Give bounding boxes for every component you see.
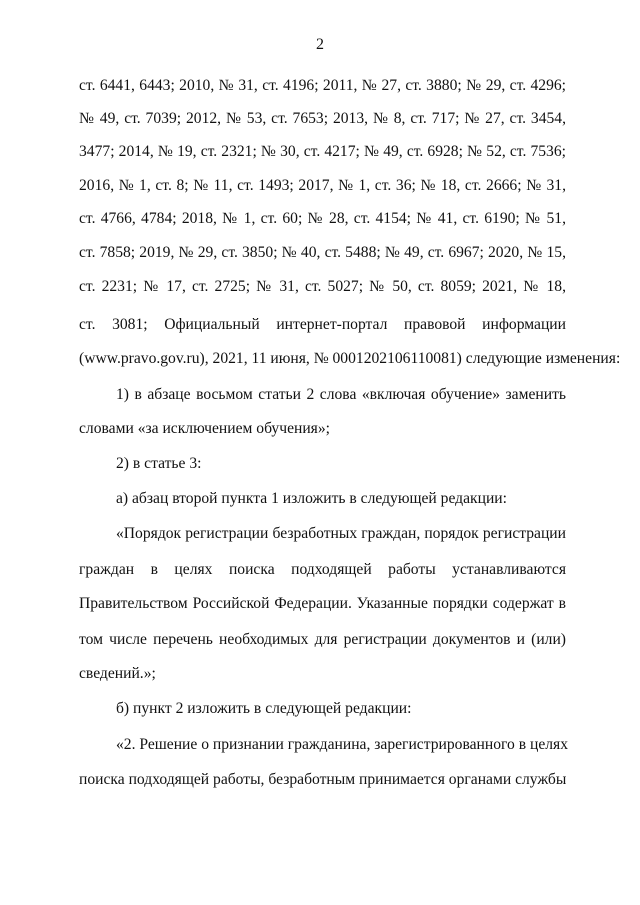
text-line: 3477; 2014, № 19, ст. 2321; № 30, ст. 4217; № 49, ст. 6928; № 52, ст. 7536; <box>79 143 566 160</box>
text-line: 2016, № 1, ст. 8; № 11, ст. 1493; 2017, № 1, ст. 36; № 18, ст. 2666; № 31, <box>79 177 566 194</box>
text-line: № 49, ст. 7039; 2012, № 53, ст. 7653; 2013, № 8, ст. 717; № 27, ст. 3454, <box>79 110 566 127</box>
text-line: ст. 7858; 2019, № 29, ст. 3850; № 40, ст. 5488; № 49, ст. 6967; 2020, № 15, <box>79 244 566 261</box>
text-line: ст. 4766, 4784; 2018, № 1, ст. 60; № 28, ст. 4154; № 41, ст. 6190; № 51, <box>79 210 566 227</box>
text-line: ст. 6441, 6443; 2010, № 31, ст. 4196; 2011, № 27, ст. 3880; № 29, ст. 4296; <box>79 77 566 94</box>
text-line: «Порядок регистрации безработных граждан, порядок регистрации <box>116 525 566 542</box>
text-line: 2) в статье 3: <box>116 455 202 472</box>
text-line: том числе перечень необходимых для регистрации документов и (или) <box>79 631 566 648</box>
text-line: ст. 3081; Официальный интернет-портал правовой информации <box>79 316 566 333</box>
text-line: ст. 2231; № 17, ст. 2725; № 31, ст. 5027; № 50, ст. 8059; 2021, № 18, <box>79 278 566 295</box>
text-line: (www.pravo.gov.ru), 2021, 11 июня, № 0001202106110081) следующие изменения: <box>79 350 621 367</box>
text-line: «2. Решение о признании гражданина, зарегистрированного в целях <box>116 736 569 753</box>
page-number: 2 <box>316 36 324 53</box>
text-line: поиска подходящей работы, безработным принимается органами службы <box>79 771 567 788</box>
text-line: б) пункт 2 изложить в следующей редакции: <box>116 700 412 717</box>
text-line: сведений.»; <box>79 665 156 682</box>
text-line: 1) в абзаце восьмом статьи 2 слова «включая обучение» заменить <box>116 386 566 403</box>
text-line: а) абзац второй пункта 1 изложить в следующей редакции: <box>116 490 507 507</box>
text-line: словами «за исключением обучения»; <box>79 420 330 437</box>
text-line: граждан в целях поиска подходящей работы устанавливаются <box>79 561 566 578</box>
text-line: Правительством Российской Федерации. Указанные порядки содержат в <box>79 595 566 612</box>
